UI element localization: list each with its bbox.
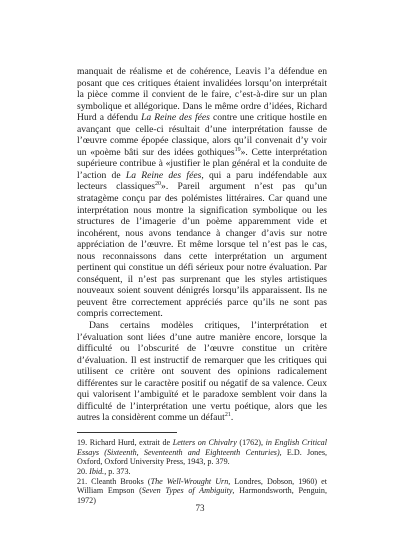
text-run: , Londres, Dobson, 1960) et William Empson ( — [77, 476, 328, 496]
paragraph — [77, 320, 327, 424]
paragraph — [77, 66, 327, 320]
text-run: Dans certains modèles critiques, l’interprétation et l’évaluation sont liées d’une autre manière encore, lorsque la difficulté ou l’obscurité de l’œuvre constitue un critère d’évaluation. Il est instructif de remarquer que les critiques qui utilisent ce critère ont souvent des opinions radicalement différentes sur le caractère positif ou négatif de sa valence. Ceux qui valorisent l’ambiguïté et le paradoxe semblent voir dans la difficulté de l’interprétation une vertu poétique, alors que les autres la considèrent comme un défaut — [77, 320, 327, 424]
text-run: , E.D. Jones, Oxford, Oxford University Press, 1943, p. 379. — [77, 447, 327, 467]
text-run: . — [230, 412, 234, 424]
text-run: manquait de réalisme et de cohérence, Leavis l’a défendue en posant que ces critiques étaient invalidées lorsqu’on interprétait la pièce comme il convient de le faire, c’est-à-dire sur un plan symbolique et allégorique. Dans le même ordre d’idées, Richard Hurd a défendu — [77, 66, 327, 124]
footnote-20 — [77, 467, 327, 477]
page-number: 73 — [195, 503, 205, 513]
text-run: 21. Cleanth Brooks ( — [77, 476, 151, 486]
text-run: ». Cette interprétation supérieure contribue à «justifier le plan général et la conduite de l’action de — [77, 146, 327, 181]
main-text — [77, 66, 327, 424]
text-run: contre une critique hostile en avançant que celle-ci résultait d’une interprétation fausse de l’œuvre comme épopée classique, alors qu’il convenait d’y voir un «poème bâti sur des idées gothiques — [77, 112, 327, 158]
text-run: , qui a paru indéfendable aux lecteurs classiques — [77, 169, 327, 193]
italic-title: Ibid. — [89, 467, 105, 477]
footnote-divider — [77, 432, 177, 433]
text-run: , p. 373. — [104, 467, 131, 477]
text-run: , Harmondsworth, Penguin, 1972) — [77, 486, 327, 506]
footnote-ref: 20 — [155, 181, 162, 188]
footnote-ref: 21 — [224, 412, 231, 419]
italic-title: Letters on Chivalry — [172, 437, 237, 447]
footnote-21 — [77, 477, 327, 506]
footnotes — [77, 438, 327, 506]
text-run: (1762), — [236, 437, 266, 447]
italic-title: La Reine des fées — [125, 169, 202, 181]
book-page — [77, 66, 327, 506]
text-run: 19. Richard Hurd, extrait de — [77, 437, 173, 447]
text-run: 20. — [77, 467, 90, 477]
italic-title: Seven Types of Ambiguity — [141, 486, 233, 496]
footnote-ref: 19 — [234, 146, 241, 153]
text-run: ». Pareil argument n’est pas qu’un stratagème conçu par des polémistes littéraires. Car quand une interprétation nous montre la signification symbolique ou les structures de l’imagerie d’un poème apparemment vide et incohérent, nous avons tendance à changer d’avis sur notre appréciation de l’œuvre. Et même lorsque tel n’est pas le cas, nous reconnaissons dans cette interprétation un argument pertinent qui constitue un défi sérieux pour notre évaluation. Par conséquent, il n’est pas surprenant que les styles artistiques nouveaux soient souvent dénigrés lorsqu’ils apparaissent. Ils ne peuvent être correctement appréciés parce qu’ils ne sont pas compris correctement. — [77, 181, 327, 320]
italic-title: in English Critical Essays (Sixteenth, Seventeenth and Eighteenth Centuries) — [77, 437, 327, 457]
italic-title: The Well-Wrought Urn — [150, 476, 229, 486]
footnote-19 — [77, 438, 327, 467]
italic-title: La Reine des fées — [141, 112, 210, 124]
